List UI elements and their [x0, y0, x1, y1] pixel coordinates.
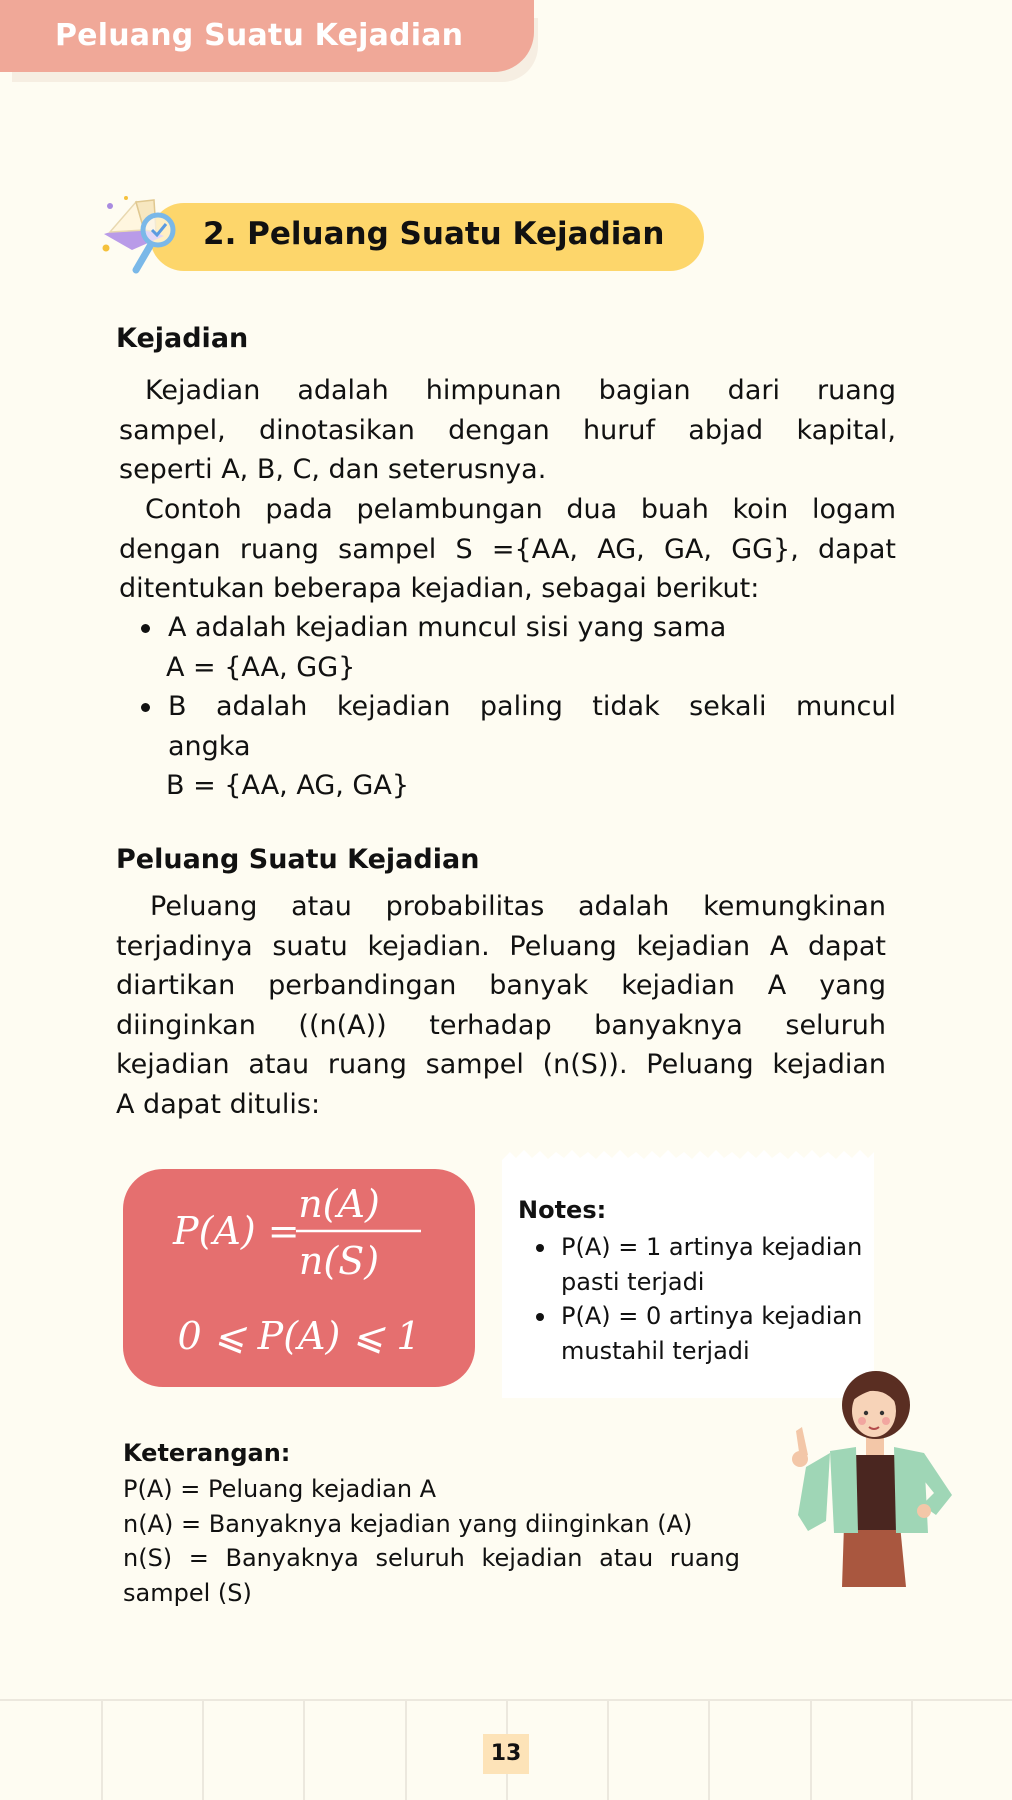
notes-title: Notes: [518, 1196, 607, 1224]
formula-numerator: n(A) [298, 1182, 380, 1226]
grid-line [708, 1701, 710, 1800]
text-line: Peluang atau probabilitas adalah kemungkinan [150, 891, 886, 922]
bullet-icon [536, 1313, 544, 1321]
text-line: sampel, dinotasikan dengan huruf abjad kapital, [119, 414, 896, 446]
grid-line [202, 1701, 204, 1800]
text-line: Kejadian adalah himpunan bagian dari ruang [145, 375, 896, 406]
grid-line [303, 1701, 305, 1800]
text-line: A adalah kejadian muncul sisi yang sama [168, 612, 727, 643]
text-line: diartikan perbandingan banyak kejadian A yang [116, 970, 886, 1001]
keterangan-title: Keterangan: [123, 1439, 291, 1467]
text-line: angka [168, 730, 251, 762]
section-title: 2. Peluang Suatu Kejadian [203, 216, 665, 252]
list-item [116, 608, 896, 687]
kejadian-paragraph-1 [119, 371, 896, 490]
book-magnifier-icon [96, 190, 192, 286]
keterangan-lines [123, 1472, 740, 1610]
text-line: pasti terjadi [561, 1267, 705, 1296]
text-line: mustahil terjadi [561, 1336, 750, 1365]
list-item [116, 687, 896, 806]
teacher-illustration [784, 1355, 964, 1595]
bullet-icon [141, 624, 150, 633]
grid-line [101, 1701, 103, 1800]
kejadian-paragraph-2 [119, 490, 896, 609]
probability-formula [123, 1169, 475, 1387]
text-line: P(A) = Peluang kejadian A [123, 1475, 437, 1503]
kejadian-heading: Kejadian [116, 323, 249, 354]
grid-line [810, 1701, 812, 1800]
text-line: B adalah kejadian paling tidak sekali muncul [168, 691, 896, 722]
bullet-icon [141, 703, 150, 712]
text-line: kejadian atau ruang sampel (n(S)). Peluang kejadian [116, 1049, 886, 1080]
text-line: terjadinya suatu kejadian. Peluang kejadian A dapat [116, 930, 886, 962]
header-tab [0, 0, 534, 72]
set-notation: A = {AA, GG} [166, 651, 356, 683]
formula-denominator: n(S) [298, 1239, 380, 1283]
text-line: seperti A, B, C, dan seterusnya. [119, 454, 547, 485]
formula-lhs: P(A) = [173, 1209, 300, 1253]
text-line: P(A) = 1 artinya kejadian [561, 1233, 863, 1261]
peluang-paragraph [116, 887, 886, 1124]
notes-list [518, 1230, 878, 1368]
formula-range: 0 ⩽ P(A) ⩽ 1 [177, 1314, 421, 1358]
peluang-heading: Peluang Suatu Kejadian [116, 844, 480, 875]
text-line: n(A) = Banyaknya kejadian yang diinginkan (A) [123, 1509, 693, 1538]
text-line: Contoh pada pelambungan dua buah koin logam [145, 494, 896, 525]
page-number: 13 [483, 1734, 529, 1774]
grid-line [607, 1701, 609, 1800]
kejadian-bullet-list [116, 608, 896, 806]
grid-line [405, 1701, 407, 1800]
bullet-icon [536, 1244, 544, 1252]
grid-line [911, 1701, 913, 1800]
text-line: ditentukan beberapa kejadian, sebagai berikut: [119, 573, 760, 604]
notes-torn-edge [502, 1146, 874, 1160]
text-line: sampel (S) [123, 1578, 252, 1607]
text-line: A dapat ditulis: [116, 1088, 321, 1120]
text-line: diinginkan ((n(A)) terhadap banyaknya seluruh [116, 1009, 886, 1041]
section-title-pill [150, 203, 704, 271]
formula-box [123, 1169, 475, 1387]
text-line: n(S) = Banyaknya seluruh kejadian atau ruang [123, 1544, 740, 1573]
header-title: Peluang Suatu Kejadian [55, 18, 464, 53]
text-line: dengan ruang sampel S ={AA, AG, GA, GG}, dapat [119, 533, 896, 565]
text-line: P(A) = 0 artinya kejadian [561, 1302, 863, 1330]
list-item [518, 1230, 878, 1299]
set-notation: B = {AA, AG, GA} [166, 770, 409, 801]
